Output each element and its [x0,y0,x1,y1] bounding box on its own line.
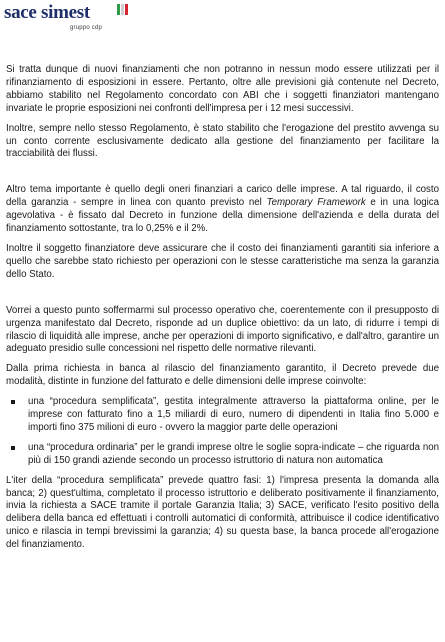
paragraph-3: Altro tema importante è quello degli oneri finanziari a carico delle imprese. A tal riguardo, il costo della garanzia - sempre in linea con quanto previsto nel Temporary Framework e in una logica agevolativa - è fissato dal Decreto in funzione della dimensione dell'azienda e della durata del finanziamento sottostante, tra lo 0,25% e il 2%. [6,184,440,235]
list-item: una “procedura semplificata”, gestita integralmente attraverso la piattaforma online, per le imprese con fatturato fino a 1,5 miliardi di euro, numero di dipendenti in Italia fino 5.000 e importi fino 375 milioni di euro - ovvero la maggior parte delle operazioni [6,396,439,435]
paragraph-2: Inoltre, sempre nello stesso Regolamento, è stato stabilito che l'erogazione del prestito avvenga su un conto corrente esclusivamente dedicato alla gestione del finanziamento per facilitare la tracciabilità dei flussi. [6,122,439,160]
temporary-framework-term: Temporary Framework [266,197,366,209]
paragraph-4: Inoltre il soggetto finanziatore deve assicurare che il costo dei finanziamenti garantiti sia inferiore a quello che sarebbe stato richiesto per operazioni con le stesse caratteristiche ma senza la garanzia dello Stato. [6,242,439,280]
logo-subtitle: gruppo cdp [70,25,103,31]
logo-name: sace simest [4,2,90,23]
page-header [4,2,134,42]
square-bullet-icon [11,446,15,450]
square-bullet-icon [11,400,15,404]
document-body [6,64,439,552]
list-item: una “procedura ordinaria” per le grandi imprese oltre le soglie sopra-indicate – che riguarda non più di 150 grandi aziende secondo un processo istruttorio di natura non automatica [6,442,439,468]
paragraph-6: Dalla prima richiesta in banca al rilascio del finanziamento garantito, il Decreto prevede due modalità, distinte in funzione del fatturato e delle dimensioni delle imprese coinvolte: [6,363,439,388]
italian-flag-icon [117,4,128,15]
paragraph-1: Si tratta dunque di nuovi finanziamenti che non potranno in nessun modo essere utilizzati per il rifinanziamento di esposizioni in essere. Pertanto, oltre alle previsioni già contenute nel Decreto, abbiamo stabilito nel Regolamento concordato con ABI che i soggetti finanziatori mantengano invariate le proprie esposizioni nei confronti dell'impresa per i 12 mesi successivi. [6,64,439,114]
paragraph-7: L'iter della “procedura semplificata” prevede quattro fasi: 1) l'impresa presenta la domanda alla banca; 2) quest'ultima, completato il processo istruttorio e deliberato positivamente il finanziamento, invia la richiesta a SACE tramite il portale Garanzia Italia; 3) SACE, verificato l'esito positivo della delibera della banca ed effettuati i controlli automatici di conformità, attribuisce il codice identificativo unico e rilascia in tempi brevissimi la garanzia; 4) su questa base, la banca procede all'erogazione del finanziamento. [6,474,439,551]
procedure-list [6,396,439,468]
paragraph-5: Vorrei a questo punto soffermarmi sul processo operativo che, coerentemente con il presupposto di urgenza manifestato dal Decreto, risponde ad un duplice obiettivo: da un lato, di ridurre i tempi di rilascio di liquidità alle imprese, anche per operazioni di importo significativo, e dall'altro, garantire un adeguato presidio sulle concessioni nel rispetto delle normative rilevanti. [6,304,439,355]
sace-simest-logo [4,2,134,42]
